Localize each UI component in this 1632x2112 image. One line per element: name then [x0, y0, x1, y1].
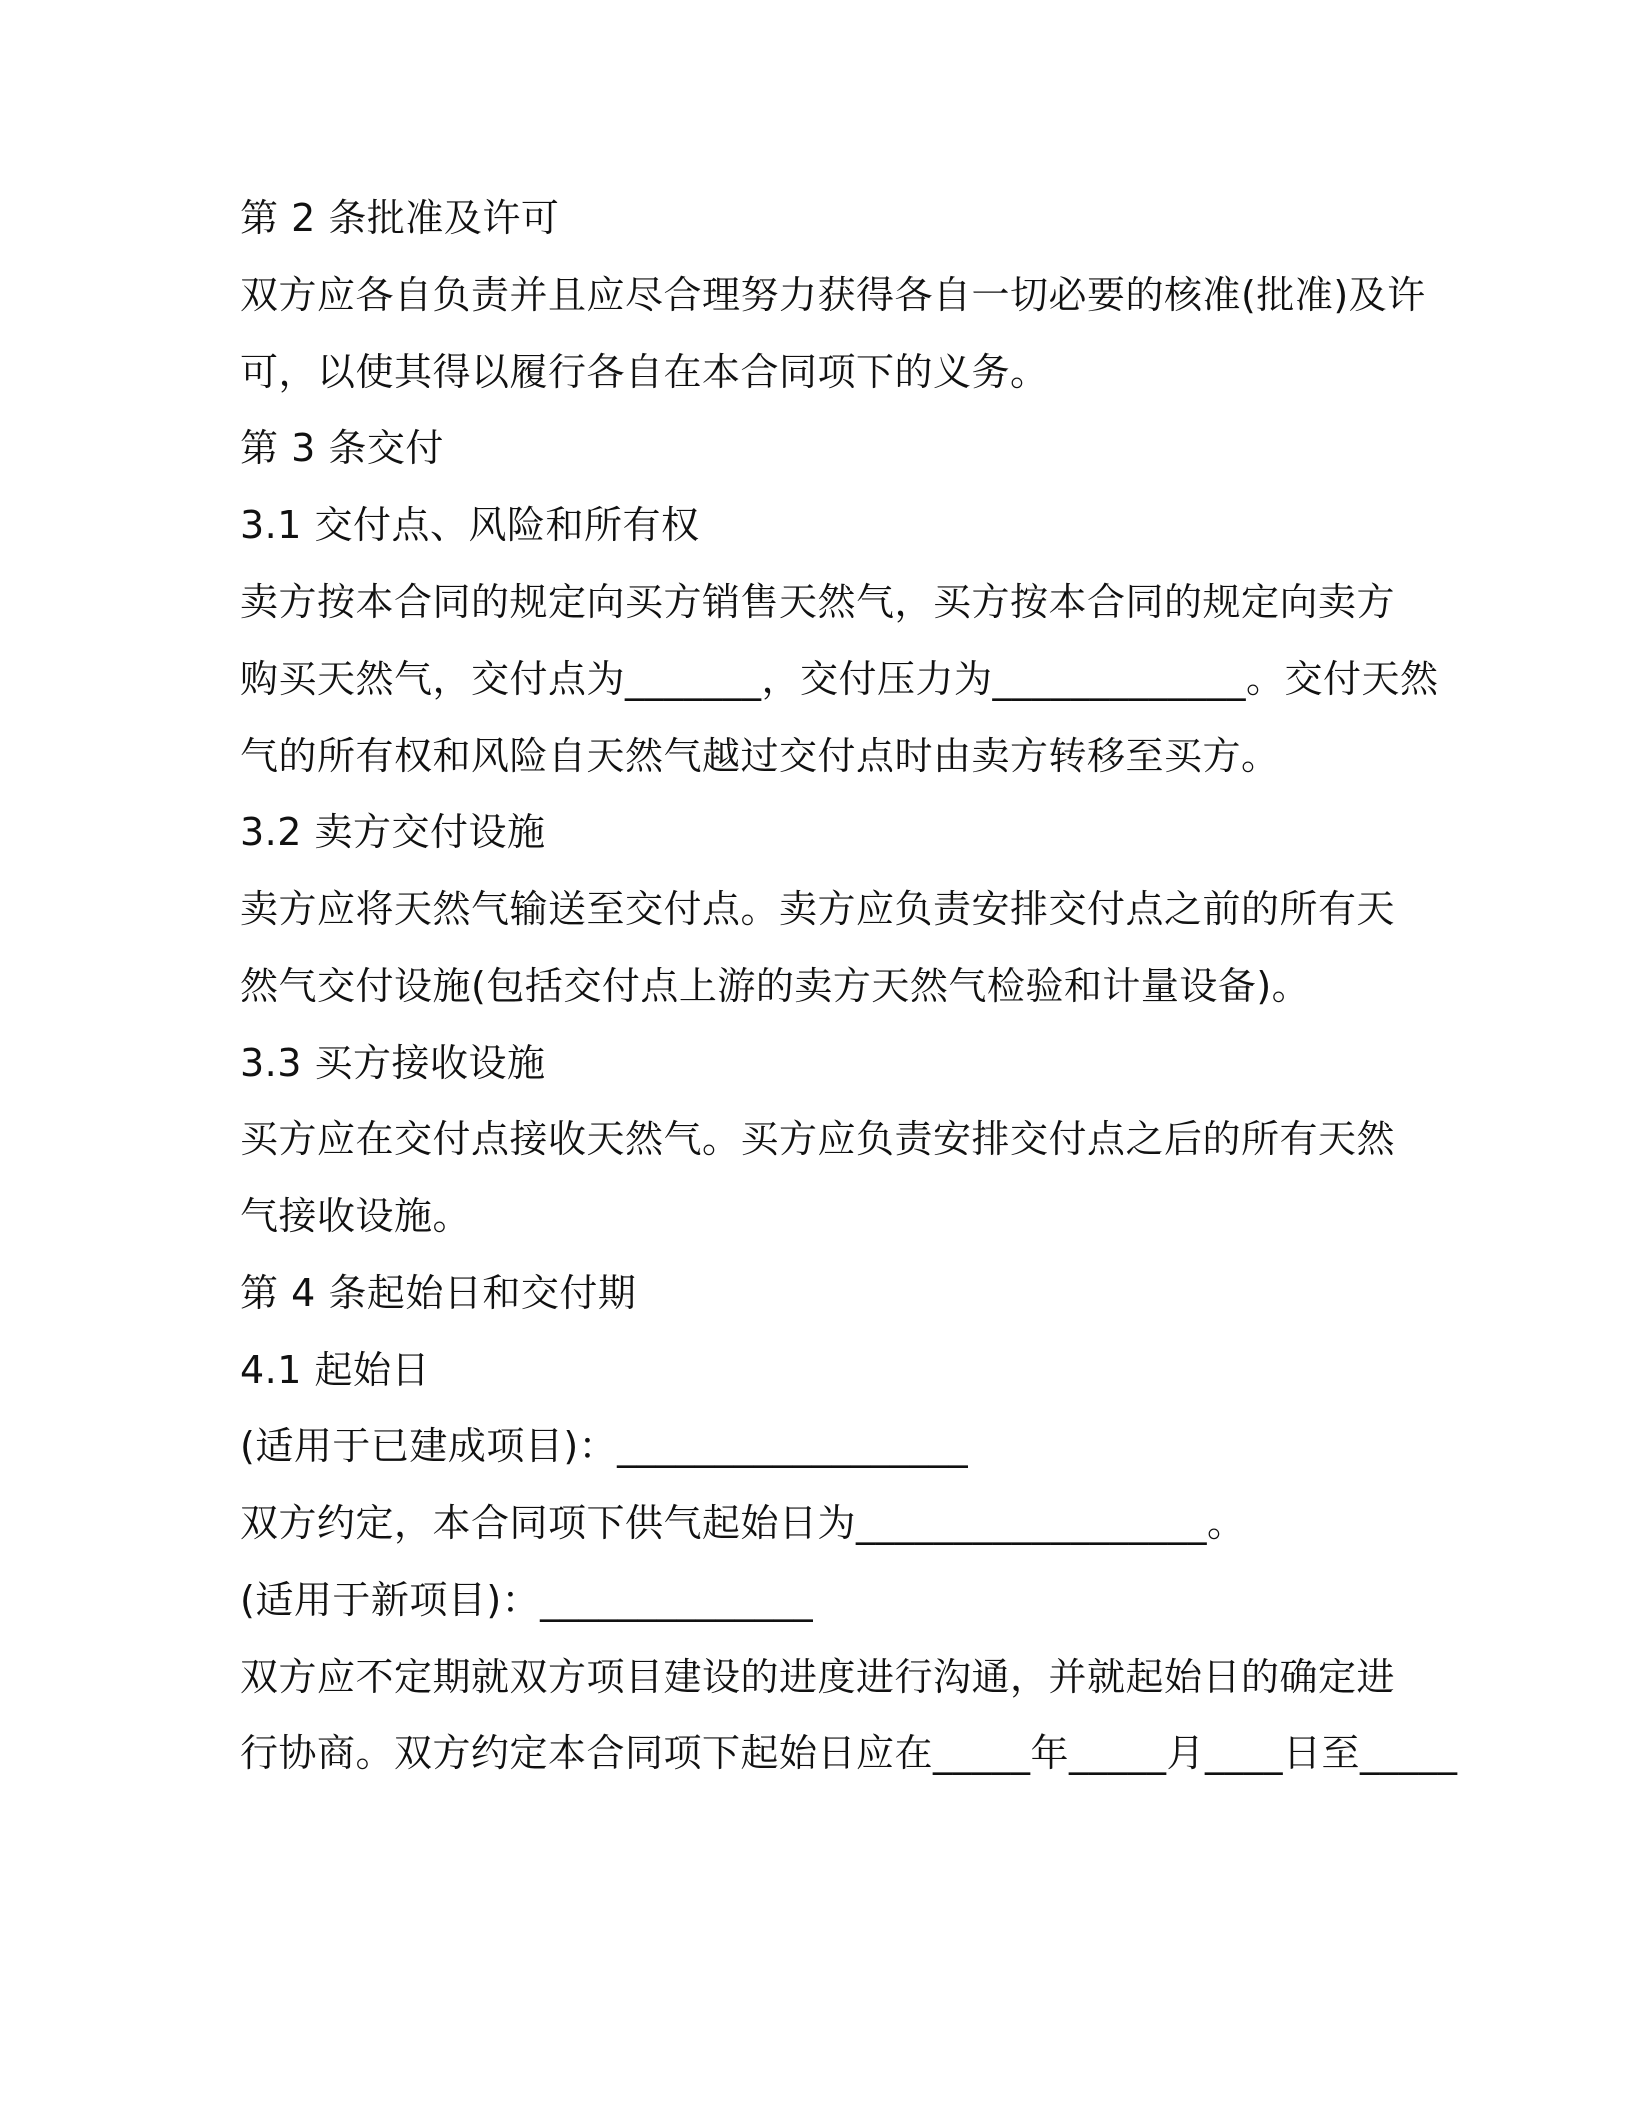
- supply-start-date-line: 双方约定，本合同项下供气起始日为__________________。: [240, 1501, 1246, 1545]
- clause-3-1-text-line-1: 卖方按本合同的规定向买方销售天然气，买方按本合同的规定向卖方: [240, 580, 1396, 624]
- article-2-text-line-2: 可，以使其得以履行各自在本合同项下的义务。: [240, 350, 1049, 394]
- article-4-heading: 第 4 条起始日和交付期: [240, 1271, 637, 1315]
- existing-project-line: (适用于已建成项目)：__________________: [240, 1424, 969, 1468]
- clause-3-2-text-line-1: 卖方应将天然气输送至交付点。卖方应负责安排交付点之前的所有天: [240, 887, 1396, 931]
- clause-3-2-heading: 3.2 卖方交付设施: [240, 810, 546, 854]
- clause-3-1-text-line-2: 购买天然气，交付点为_______，交付压力为_____________。交付天然: [240, 657, 1439, 701]
- clause-4-1-heading: 4.1 起始日: [240, 1348, 431, 1392]
- article-3-heading: 第 3 条交付: [240, 426, 444, 470]
- clause-3-3-text-line-1: 买方应在交付点接收天然气。买方应负责安排交付点之后的所有天然: [240, 1117, 1396, 1161]
- clause-3-3-text-line-2: 气接收设施。: [240, 1194, 472, 1238]
- clause-3-2-text-line-2: 然气交付设施(包括交付点上游的卖方天然气检验和计量设备)。: [240, 964, 1311, 1008]
- article-2-heading: 第 2 条批准及许可: [240, 196, 560, 240]
- new-project-text-line-1: 双方应不定期就双方项目建设的进度进行沟通，并就起始日的确定进: [240, 1655, 1396, 1699]
- clause-3-3-heading: 3.3 买方接收设施: [240, 1041, 546, 1085]
- new-project-text-line-2: 行协商。双方约定本合同项下起始日应在_____年_____月____日至_____: [240, 1731, 1458, 1775]
- clause-3-1-heading: 3.1 交付点、风险和所有权: [240, 503, 700, 547]
- article-2-text-line-1: 双方应各自负责并且应尽合理努力获得各自一切必要的核准(批准)及许: [240, 273, 1426, 317]
- new-project-line: (适用于新项目)：______________: [240, 1578, 814, 1622]
- clause-3-1-text-line-3: 气的所有权和风险自天然气越过交付点时由卖方转移至买方。: [240, 734, 1280, 778]
